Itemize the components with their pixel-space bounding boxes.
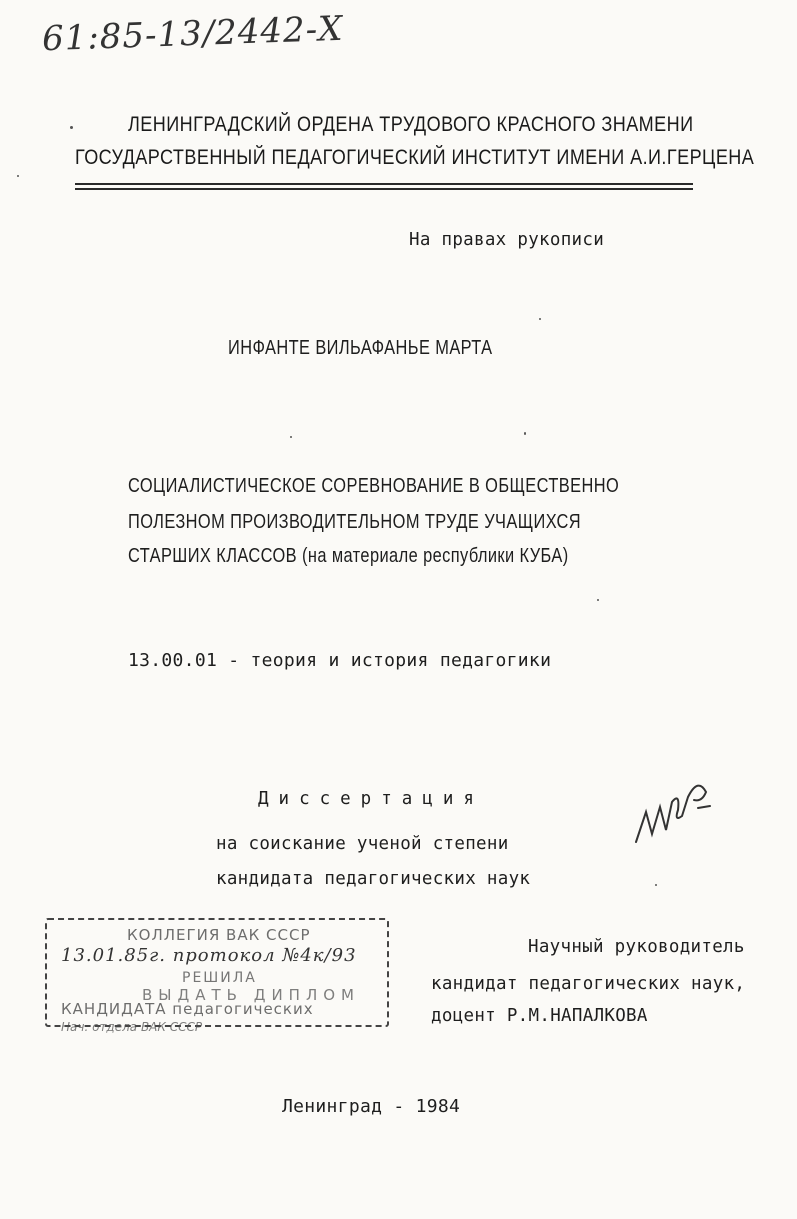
paper-speck xyxy=(70,126,73,129)
stamp-line-1: КОЛЛЕГИЯ ВАК СССР xyxy=(127,926,311,944)
city-year: Ленинград - 1984 xyxy=(282,1096,461,1117)
specialty-code: 13.00.01 - теория и история педагогики xyxy=(128,650,552,671)
stamp-line-4: ВЫДАТЬ ДИПЛОМ xyxy=(142,986,360,1004)
supervisor-degree: кандидат педагогических наук, xyxy=(431,974,746,994)
author-name: ИНФАНТЕ ВИЛЬАФАНЬЕ МАРТА xyxy=(228,337,493,359)
stamp-line-6: Нач. отдела ВАК СССР xyxy=(61,1020,203,1034)
manuscript-rights-note: На правах рукописи xyxy=(409,230,605,250)
double-rule-top xyxy=(75,183,693,185)
paper-speck xyxy=(597,599,599,601)
title-line-3: СТАРШИХ КЛАССОВ (на материале республики КУБА) xyxy=(128,545,569,567)
paper-speck xyxy=(290,436,292,438)
supervisor-name: доцент Р.М.НАПАЛКОВА xyxy=(431,1006,648,1026)
paper-speck xyxy=(655,884,657,886)
vak-stamp xyxy=(45,918,389,1034)
paper-speck xyxy=(17,175,19,177)
stamp-line-2: 13.01.85г. протокол №4к/93 xyxy=(61,945,357,966)
document-type: Диссертация xyxy=(258,789,484,809)
double-rule-bottom xyxy=(75,188,693,190)
degree-line-1: на соискание ученой степени xyxy=(216,834,509,854)
handwritten-catalog-mark: 61:85-13/2442-Х xyxy=(41,8,345,60)
institute-line-2: ГОСУДАРСТВЕННЫЙ ПЕДАГОГИЧЕСКИЙ ИНСТИТУТ ИМЕНИ А.И.ГЕРЦЕНА xyxy=(75,146,755,169)
paper-speck xyxy=(539,318,541,320)
degree-line-2: кандидата педагогических наук xyxy=(216,869,531,889)
title-line-2: ПОЛЕЗНОМ ПРОИЗВОДИТЕЛЬНОМ ТРУДЕ УЧАЩИХСЯ xyxy=(128,511,582,533)
institute-line-1: ЛЕНИНГРАДСКИЙ ОРДЕНА ТРУДОВОГО КРАСНОГО ЗНАМЕНИ xyxy=(128,113,694,136)
supervisor-role: Научный руководитель xyxy=(528,937,745,957)
stamp-line-5: КАНДИДАТА педагогических xyxy=(61,1000,314,1018)
paper-speck xyxy=(524,432,526,435)
handwritten-scribble xyxy=(628,772,718,852)
title-line-1: СОЦИАЛИСТИЧЕСКОЕ СОРЕВНОВАНИЕ В ОБЩЕСТВЕННО xyxy=(128,475,620,497)
stamp-line-3: РЕШИЛА xyxy=(182,970,257,986)
